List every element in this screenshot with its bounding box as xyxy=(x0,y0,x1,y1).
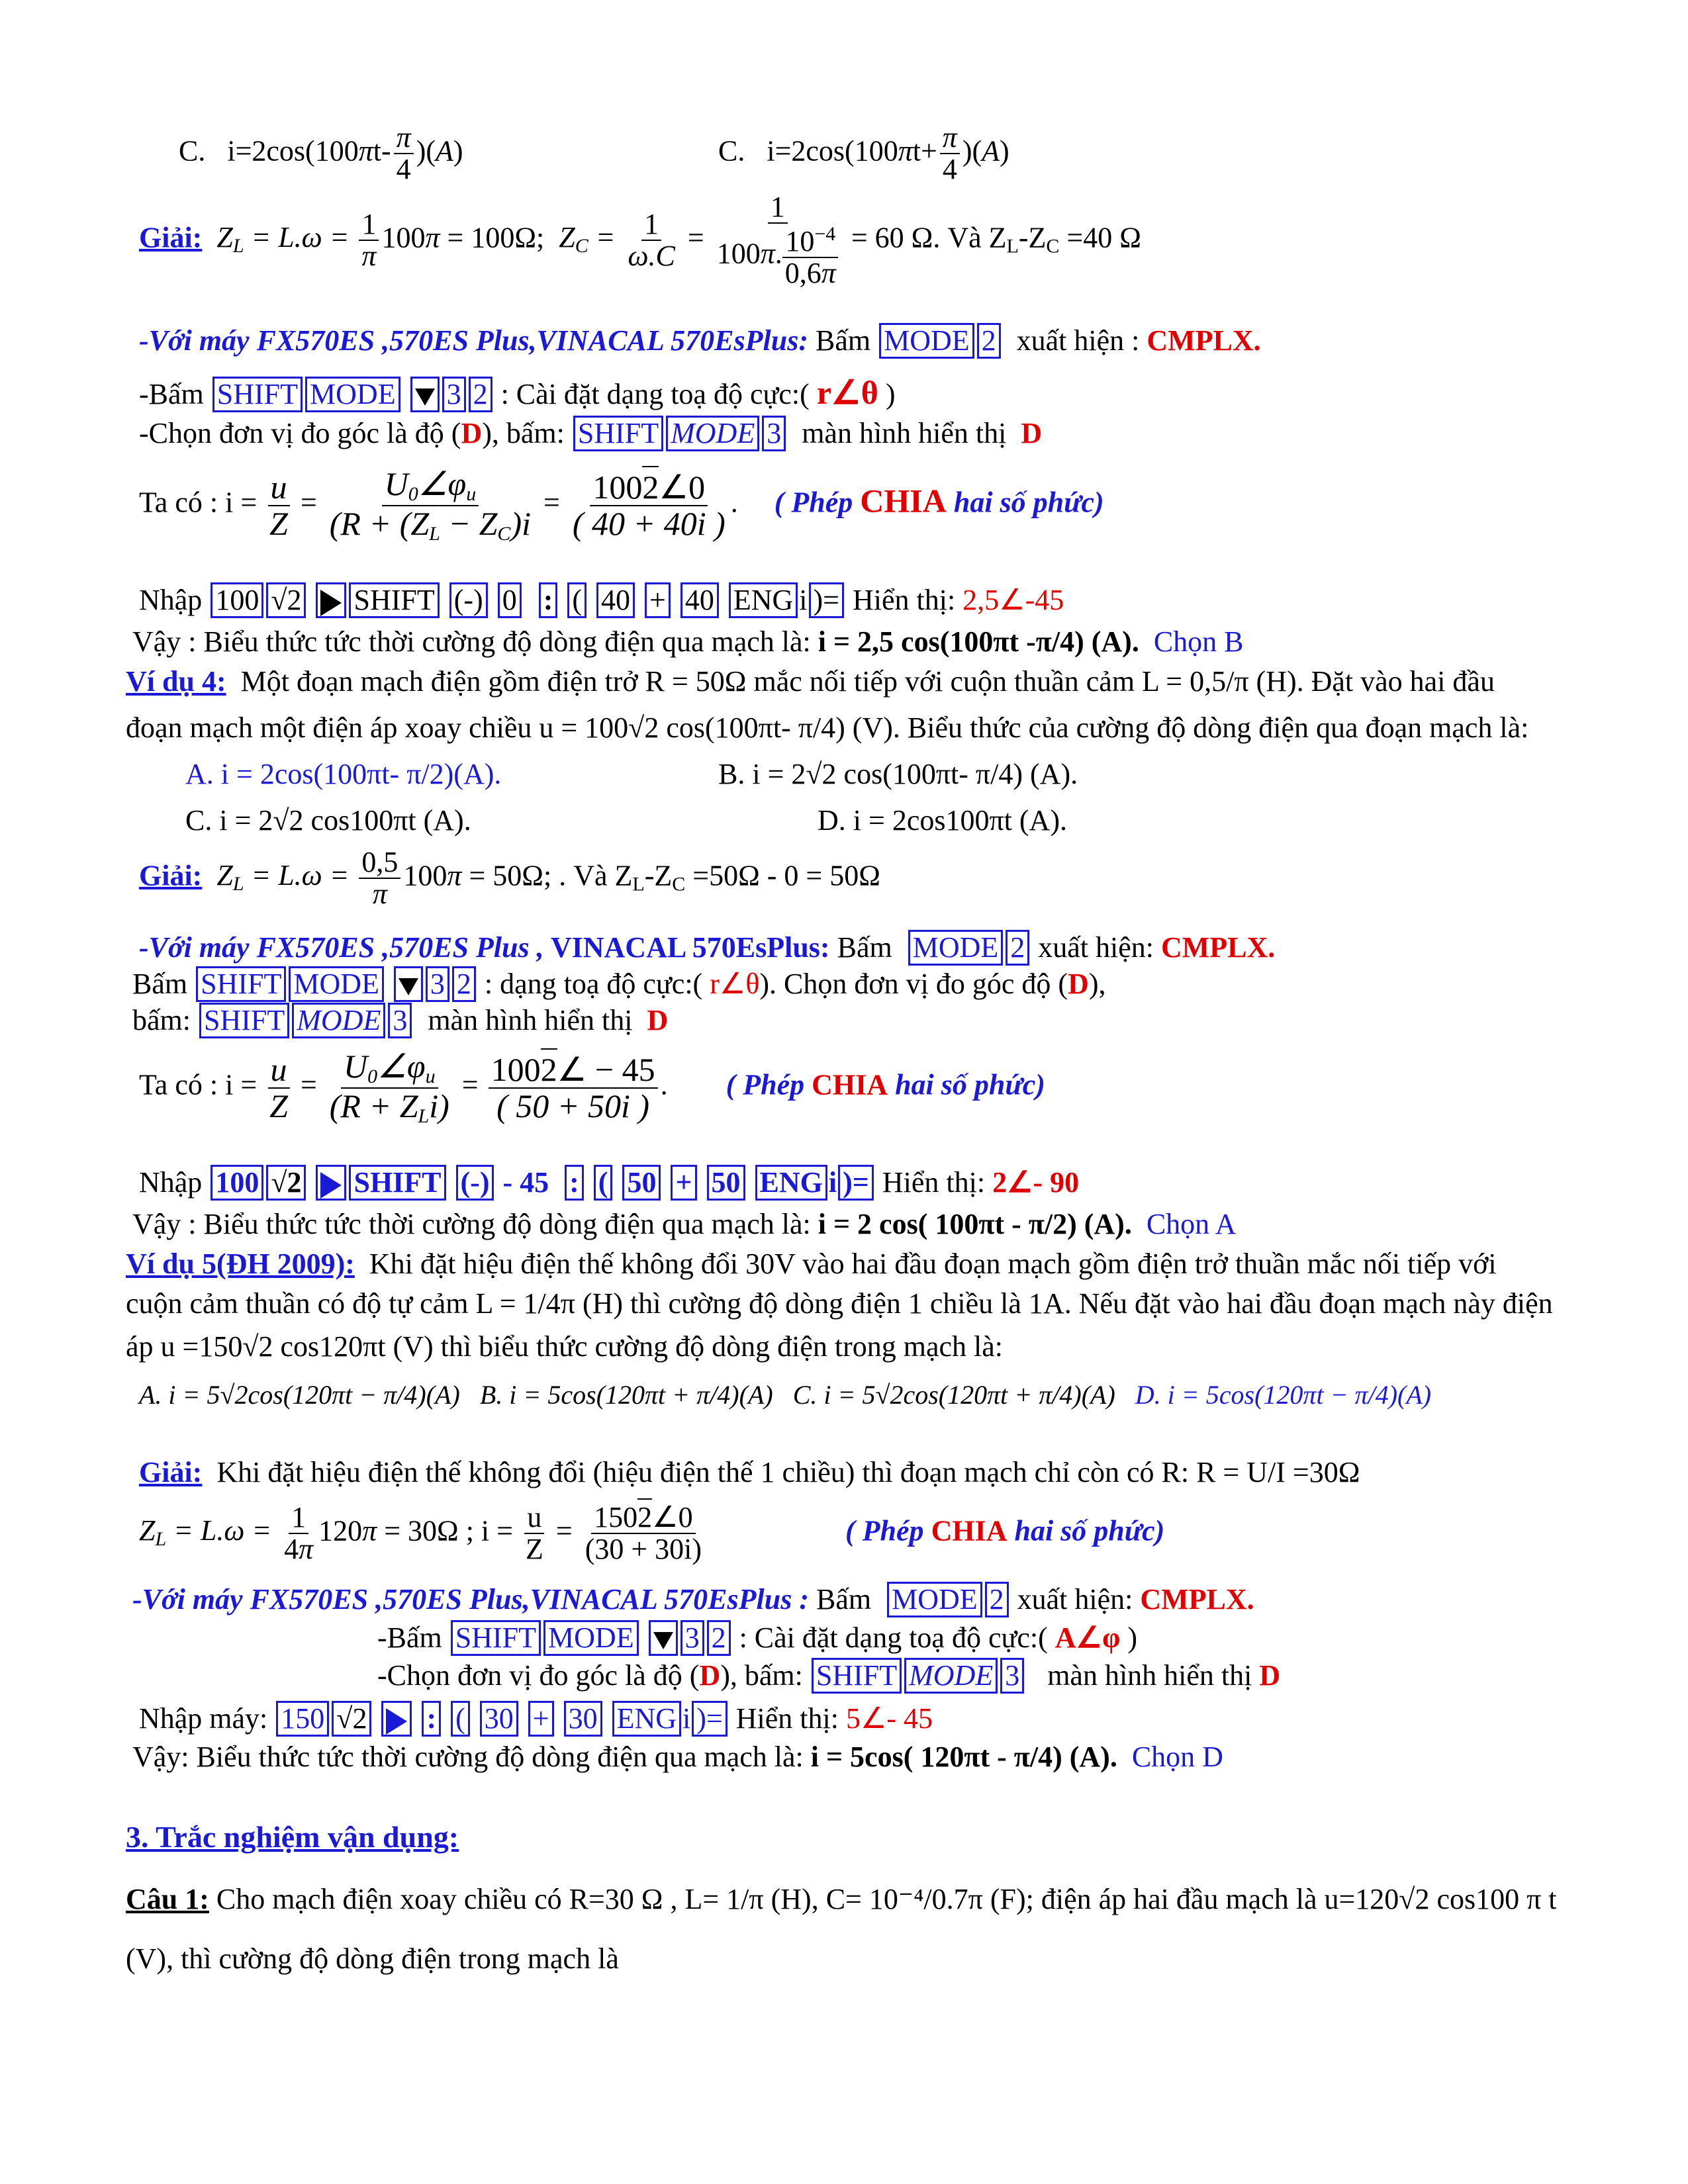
ex5-text1: Khi đặt hiệu điện thế không đổi 30V vào hai đầu đoạn mạch gồm điện trở thuần mắc nối tiếp với xyxy=(369,1248,1497,1280)
right-arrow-icon xyxy=(320,590,342,616)
ex3-unit-line xyxy=(139,416,1042,451)
key-mode[interactable]: MODE xyxy=(305,377,400,412)
ex4-zl-tail: =50Ω - 0 = 50Ω xyxy=(692,859,880,892)
key-30[interactable]: 30 xyxy=(480,1701,518,1737)
ex5-line2: cuộn cảm thuần có độ tự cảm L = 1/4π (H) thì cường độ dòng điện 1 chiều là 1A. Nếu đặt vào hai đầu đoạn mạch này điện xyxy=(126,1287,1553,1320)
ex5-polar: : Cài đặt dạng toạ độ cực:( xyxy=(739,1621,1048,1654)
key-3[interactable]: 3 xyxy=(388,1003,412,1038)
ex5-opt-a: A. i = 5√2cos(120πt − π/4)(A) xyxy=(139,1380,460,1410)
key-rparen-eq[interactable]: )= xyxy=(838,1165,874,1201)
ex3-close-paren: ) xyxy=(885,378,896,410)
ex3-r-theta: r∠θ xyxy=(816,374,878,411)
key-shift[interactable]: SHIFT xyxy=(812,1658,902,1694)
ex5-giai-text: Khi đặt hiệu điện thế không đổi (hiệu điện thế 1 chiều) thì đoạn mạch chỉ còn có R: R = U/I =30Ω xyxy=(216,1456,1360,1488)
ex5-calc-title: -Với máy FX570ES ,570ES Plus,VINACAL 570EsPlus : xyxy=(132,1583,809,1615)
key-mode[interactable]: MODE xyxy=(543,1620,639,1656)
key-eng[interactable]: ENG xyxy=(729,582,798,618)
ex3-choose: Chọn B xyxy=(1153,625,1244,658)
key-100[interactable]: 100 xyxy=(211,582,263,618)
key-lparen[interactable]: ( xyxy=(451,1701,470,1737)
key-2[interactable]: 2 xyxy=(707,1620,731,1656)
ex5-conclusion-formula: i = 5cos( 120πt - π/4) (A). xyxy=(810,1741,1117,1773)
ex5-giai-line xyxy=(139,1456,1360,1490)
ex5-calc-line xyxy=(132,1582,1254,1617)
ex3-bam2: -Bấm xyxy=(139,378,204,410)
key-colon[interactable]: : xyxy=(565,1165,584,1201)
key-shift[interactable]: SHIFT xyxy=(212,377,303,412)
ex3-xuat-hien: xuất hiện : xyxy=(1016,324,1140,357)
key-shift[interactable]: SHIFT xyxy=(196,966,286,1002)
ex5-cmplx: CMPLX. xyxy=(1140,1583,1254,1615)
ex3-polar-setting: : Cài đặt dạng toạ độ cực:( xyxy=(500,378,810,410)
key-sqrt2[interactable]: √2 xyxy=(266,582,306,618)
right-arrow-icon xyxy=(386,1708,407,1735)
ex4-polar: : dạng toạ độ cực:( xyxy=(484,968,703,1000)
ex3-conclusion-formula: i = 2,5 cos(100πt -π/4) (A). xyxy=(818,625,1139,658)
ex5-chia: CHIA xyxy=(931,1514,1008,1547)
ex4-conclusion-prefix: Vậy : Biểu thức tức thời cường độ dòng điện qua mạch là: xyxy=(132,1208,811,1240)
down-arrow-icon xyxy=(399,978,418,995)
ex5-bam2: -Bấm xyxy=(377,1621,442,1654)
ex3-giai-label: Giải: xyxy=(139,221,203,254)
ex3-va-tail: =40 Ω xyxy=(1066,221,1141,254)
ex4-bam3: bấm: xyxy=(132,1004,191,1036)
key-3[interactable]: 3 xyxy=(762,416,786,451)
key-40[interactable]: 40 xyxy=(596,582,635,618)
key-neg[interactable]: (-) xyxy=(456,1165,494,1201)
ex3-unit-text: -Chọn đơn vị đo góc là độ ( xyxy=(139,417,461,449)
ex4-polar-line xyxy=(132,966,1106,1002)
ex4-input-line xyxy=(139,1165,1079,1201)
ex5-line1 xyxy=(126,1248,1497,1281)
ex4-choose: Chọn A xyxy=(1146,1208,1237,1240)
q1-text: Cho mạch điện xoay chiều có R=30 Ω , L= 1/π (H), C= 10⁻⁴/0.7π (F); điện áp hai đầu mạch là u=120√2 cos100 π t xyxy=(216,1883,1557,1915)
ex5-giai: Giải: xyxy=(139,1456,203,1488)
key-shift[interactable]: SHIFT xyxy=(451,1620,541,1656)
ex3-zl-zc-line: Giải: $Z_L = L.\omega$ = $\frac{1}{\pi}$ 100π = 100Ω; $Z_C$ = $\frac{1}{\omega.C}$ = 1 100π. $\frac{10^{-4}}{0,6\pi}$ = 60 Ω. Và $Z_L-Z_C =40$ Ω xyxy=(139,191,1141,290)
key-eng[interactable]: ENG xyxy=(612,1701,681,1737)
ex5-unit-line xyxy=(377,1658,1280,1694)
key-neg[interactable]: (-) xyxy=(449,582,488,618)
ex4-phep: ( Phép xyxy=(726,1068,805,1101)
ex4-display-value: 2∠- 90 xyxy=(992,1166,1080,1199)
ex5-input-line xyxy=(139,1701,933,1737)
ex5-opt-d: D. i = 5cos(120πt − π/4)(A) xyxy=(1135,1380,1432,1410)
ex3-display-label: Hiển thị: xyxy=(852,584,956,616)
key-3[interactable]: 3 xyxy=(680,1620,704,1656)
ex5-line3: áp u =150√2 cos120πt (V) thì biểu thức cường độ dòng điện trong mạch là: xyxy=(126,1330,1004,1363)
ex3-phep-open: ( Phép xyxy=(774,486,853,519)
key-shift[interactable]: SHIFT xyxy=(349,582,439,618)
ex4-opt-c: C. i = 2√2 cos100πt (A). xyxy=(185,804,471,837)
ex4-cmplx: CMPLX. xyxy=(1161,931,1276,964)
ex4-bam2: Bấm xyxy=(132,968,188,1000)
key-lparen[interactable]: ( xyxy=(594,1165,613,1201)
ex4-screen-text: màn hình hiển thị xyxy=(428,1004,633,1036)
ex3-chia: CHIA xyxy=(860,482,947,520)
key-rparen-eq[interactable]: )= xyxy=(809,582,844,618)
key-plus[interactable]: + xyxy=(645,582,671,618)
ex4-polar2: ). Chọn đơn vị đo góc độ ( xyxy=(759,968,1068,1000)
key-mode[interactable]: MODE xyxy=(887,1582,982,1617)
ex4-input-label: Nhập xyxy=(139,1166,203,1199)
ex4-line1 xyxy=(126,665,1495,699)
key-40b[interactable]: 40 xyxy=(680,582,719,618)
ex4-line2: đoạn mạch một điện áp xoay chiều u = 100√2 cos(100πt- π/4) (V). Biểu thức của cường độ dòng điện qua đoạn mạch là: xyxy=(126,711,1529,744)
key-plus[interactable]: + xyxy=(671,1165,696,1201)
key-0[interactable]: 0 xyxy=(498,582,522,618)
key-down-arrow[interactable] xyxy=(394,966,423,1002)
ex3-conclusion xyxy=(132,625,1244,659)
key-right[interactable] xyxy=(381,1701,412,1737)
down-arrow-icon xyxy=(653,1632,673,1649)
ex4-conclusion xyxy=(132,1208,1237,1242)
key-mode[interactable]: MODE xyxy=(908,930,1004,966)
key-150[interactable]: 150 xyxy=(276,1701,329,1737)
ex5-close: ) xyxy=(1127,1621,1138,1654)
ex4-calc-title2: VINACAL 570EsPlus: xyxy=(550,931,830,964)
ex4-text1: Một đoạn mạch điện gồm điện trở R = 50Ω mắc nối tiếp với cuộn thuần cảm L = 0,5/π (H). Đặt vào hai đầu xyxy=(240,665,1495,698)
key-2[interactable]: 2 xyxy=(452,966,476,1002)
key-3[interactable]: 3 xyxy=(1000,1658,1024,1694)
ex3-conclusion-prefix: Vậy : Biểu thức tức thời cường độ dòng điện qua mạch là: xyxy=(132,625,811,658)
ex4-phep2: hai số phức) xyxy=(895,1068,1045,1101)
right-arrow-icon xyxy=(320,1172,342,1199)
ex4-opt-d: D. i = 2cos100πt (A). xyxy=(818,804,1067,837)
ex4-conclusion-formula: i = 2 cos( 100πt - π/2) (A). xyxy=(818,1208,1132,1240)
ex4-bam: Bấm xyxy=(837,931,892,964)
ex3-d: D xyxy=(461,417,483,449)
ex3-calc-line xyxy=(139,323,1261,359)
ex5-choose: Chọn D xyxy=(1131,1741,1223,1773)
ex3-input-label: Nhập xyxy=(139,584,203,616)
key-mode[interactable]: MODE xyxy=(289,966,384,1002)
ex3-calc-title: -Với máy FX570ES ,570ES Plus,VINACAL 570EsPlus: xyxy=(139,324,808,357)
key-shift[interactable]: SHIFT xyxy=(573,416,663,451)
key-i-label: i xyxy=(682,1702,691,1735)
ex5-display-label: Hiển thị: xyxy=(735,1702,839,1735)
ex3-bam: Bấm xyxy=(815,324,871,357)
ex5-unit-text: -Chọn đơn vị đo góc là độ ( xyxy=(377,1659,700,1692)
ex4-formula: Ta có : i = $\frac{u}{Z}$ = $\frac{U_0\angle\varphi_u}{(R + Z_Li)}$ = $\frac{1002\angle - 45}{( 50 + 50i )}$ . ( Phép CHIA hai số phức) xyxy=(139,1048,1045,1127)
ex5-polar-line xyxy=(377,1620,1137,1656)
key-i-label: i xyxy=(799,584,808,616)
key-2[interactable]: 2 xyxy=(1006,930,1029,966)
key-3[interactable]: 3 xyxy=(426,966,449,1002)
ex5-conclusion xyxy=(132,1741,1223,1774)
ex5-xuat-hien: xuất hiện: xyxy=(1017,1583,1133,1615)
ex5-title: Ví dụ 5(ĐH 2009): xyxy=(126,1248,355,1280)
key-sqrt2[interactable]: √2 xyxy=(266,1165,306,1201)
ex3-screen-text: màn hình hiển thị xyxy=(802,417,1007,449)
ex4-calc-title: -Với máy FX570ES ,570ES Plus , xyxy=(139,931,544,964)
ex3-input-line xyxy=(139,582,1064,618)
ex5-opt-c: C. i = 5√2cos(120πt + π/4)(A) xyxy=(792,1380,1115,1410)
ex5-display-value: 5∠- 45 xyxy=(845,1702,933,1735)
ex5-opt-b: B. i = 5cos(120πt + π/4)(A) xyxy=(479,1380,773,1410)
key-mode[interactable]: MODE xyxy=(292,1003,385,1038)
key-shift[interactable]: SHIFT xyxy=(199,1003,289,1038)
key-2[interactable]: 2 xyxy=(985,1582,1009,1617)
ex4-d: D xyxy=(1068,968,1089,1000)
ex3-formula: Ta có : i = $\frac{u}{Z}$ = $\frac{U_0\angle\varphi_u}{(R + (Z_L - Z_C)i}$ = $\frac{1002\angle 0}{( 40 + 40i )}$ . ( Phép CHIA hai số phức) xyxy=(139,465,1104,545)
ex3-screen-d: D xyxy=(1021,417,1043,449)
key-sqrt2[interactable]: √2 xyxy=(332,1701,371,1737)
ex4-opt-a: A. i = 2cos(100πt- π/2)(A). xyxy=(185,758,502,790)
key-3[interactable]: 3 xyxy=(442,377,466,412)
ex4-opt-b: B. i = 2√2 cos(100πt- π/4) (A). xyxy=(718,758,1078,790)
key-2[interactable]: 2 xyxy=(977,323,1001,359)
ex4-chia: CHIA xyxy=(812,1068,888,1101)
key-down-arrow[interactable] xyxy=(649,1620,678,1656)
key-50b[interactable]: 50 xyxy=(707,1165,745,1201)
key-colon[interactable]: : xyxy=(539,582,558,618)
ex5-a-phi: A∠φ xyxy=(1055,1621,1121,1654)
ex3-display-value: 2,5∠-45 xyxy=(962,584,1064,616)
ex4-bam-line xyxy=(132,1003,668,1038)
ex5-phep: ( Phép xyxy=(845,1514,924,1547)
ex3-phep-close: hai số phức) xyxy=(953,486,1104,519)
ex3-va: . Và Z xyxy=(933,221,1007,254)
ex5-formula: $Z_L = L.\omega$ = $\frac{1}{4\pi}$ 120π = 30Ω ; i = $\frac{u}{Z}$ = $\frac{1502\angle 0}{(30 + 30i)}$ ( Phép CHIA hai số phức) xyxy=(139,1502,1164,1565)
ex3-polar-line xyxy=(139,374,896,412)
key-colon[interactable]: : xyxy=(422,1701,441,1737)
ex4-zl-line: Giải: $Z_L = L.\omega$ = $\frac{0,5}{\pi}$ 100π = 50Ω; . Và $Z_L-Z_C =50\Omega - 0 = 50\Omega$ xyxy=(139,846,880,911)
ex5-unit-text2: ), bấm: xyxy=(720,1659,803,1692)
section3-q1-line2: (V), thì cường độ dòng điện trong mạch là xyxy=(126,1942,619,1975)
key-rparen-eq[interactable]: )= xyxy=(692,1701,727,1737)
ex5-d: D xyxy=(699,1659,721,1692)
section3-title: 3. Trắc nghiệm vận dụng: xyxy=(126,1820,459,1854)
key-right[interactable] xyxy=(316,582,346,618)
key-2[interactable]: 2 xyxy=(469,377,492,412)
ex3-unit-text2: ), bấm: xyxy=(482,417,565,449)
ex4-giai: Giải: xyxy=(139,859,203,892)
key-mode[interactable]: MODE xyxy=(666,416,759,451)
key-50[interactable]: 50 xyxy=(622,1165,661,1201)
ex4-xuat-hien: xuất hiện: xyxy=(1038,931,1154,964)
ex5-input-label: Nhập máy: xyxy=(139,1702,268,1735)
option-c-left: C. i=2cos(100πt- $\frac{\pi}{4}$ )(A) xyxy=(179,121,463,186)
key-neg45-label: - 45 xyxy=(502,1166,549,1199)
q1-label: Câu 1: xyxy=(126,1883,209,1915)
ex4-screen-d: D xyxy=(647,1004,669,1036)
ex5-options xyxy=(139,1380,1431,1410)
ex5-screen-text: màn hình hiển thị xyxy=(1047,1659,1252,1692)
ex4-display-label: Hiển thị: xyxy=(882,1166,986,1199)
ex4-calc-line xyxy=(139,930,1275,966)
key-mode[interactable]: MODE xyxy=(879,323,974,359)
option-c-right: C. i=2cos(100πt+ $\frac{\pi}{4}$ )(A) xyxy=(718,121,1009,186)
ex4-r-theta: r∠θ xyxy=(710,968,760,1000)
ex5-bam: Bấm xyxy=(816,1583,872,1615)
key-30b[interactable]: 30 xyxy=(564,1701,602,1737)
ex5-conclusion-prefix: Vậy: Biểu thức tức thời cường độ dòng điện qua mạch là: xyxy=(132,1741,804,1773)
ex5-phep2: hai số phức) xyxy=(1014,1514,1165,1547)
down-arrow-icon xyxy=(415,388,435,406)
key-lparen[interactable]: ( xyxy=(567,582,586,618)
key-shift[interactable]: SHIFT xyxy=(349,1165,445,1201)
ex4-polar3: ), xyxy=(1088,968,1106,1000)
key-down-arrow[interactable] xyxy=(410,377,440,412)
key-eng[interactable]: ENG xyxy=(755,1165,827,1201)
section3-q1-line1 xyxy=(126,1883,1557,1917)
key-i-label: i xyxy=(828,1166,837,1199)
key-plus[interactable]: + xyxy=(528,1701,554,1737)
key-mode[interactable]: MODE xyxy=(904,1658,998,1694)
key-right[interactable] xyxy=(316,1165,346,1201)
ex5-screen-d: D xyxy=(1259,1659,1281,1692)
ex3-cmplx: CMPLX. xyxy=(1147,324,1261,357)
ex4-title: Ví dụ 4: xyxy=(126,665,226,698)
key-100[interactable]: 100 xyxy=(211,1165,263,1201)
